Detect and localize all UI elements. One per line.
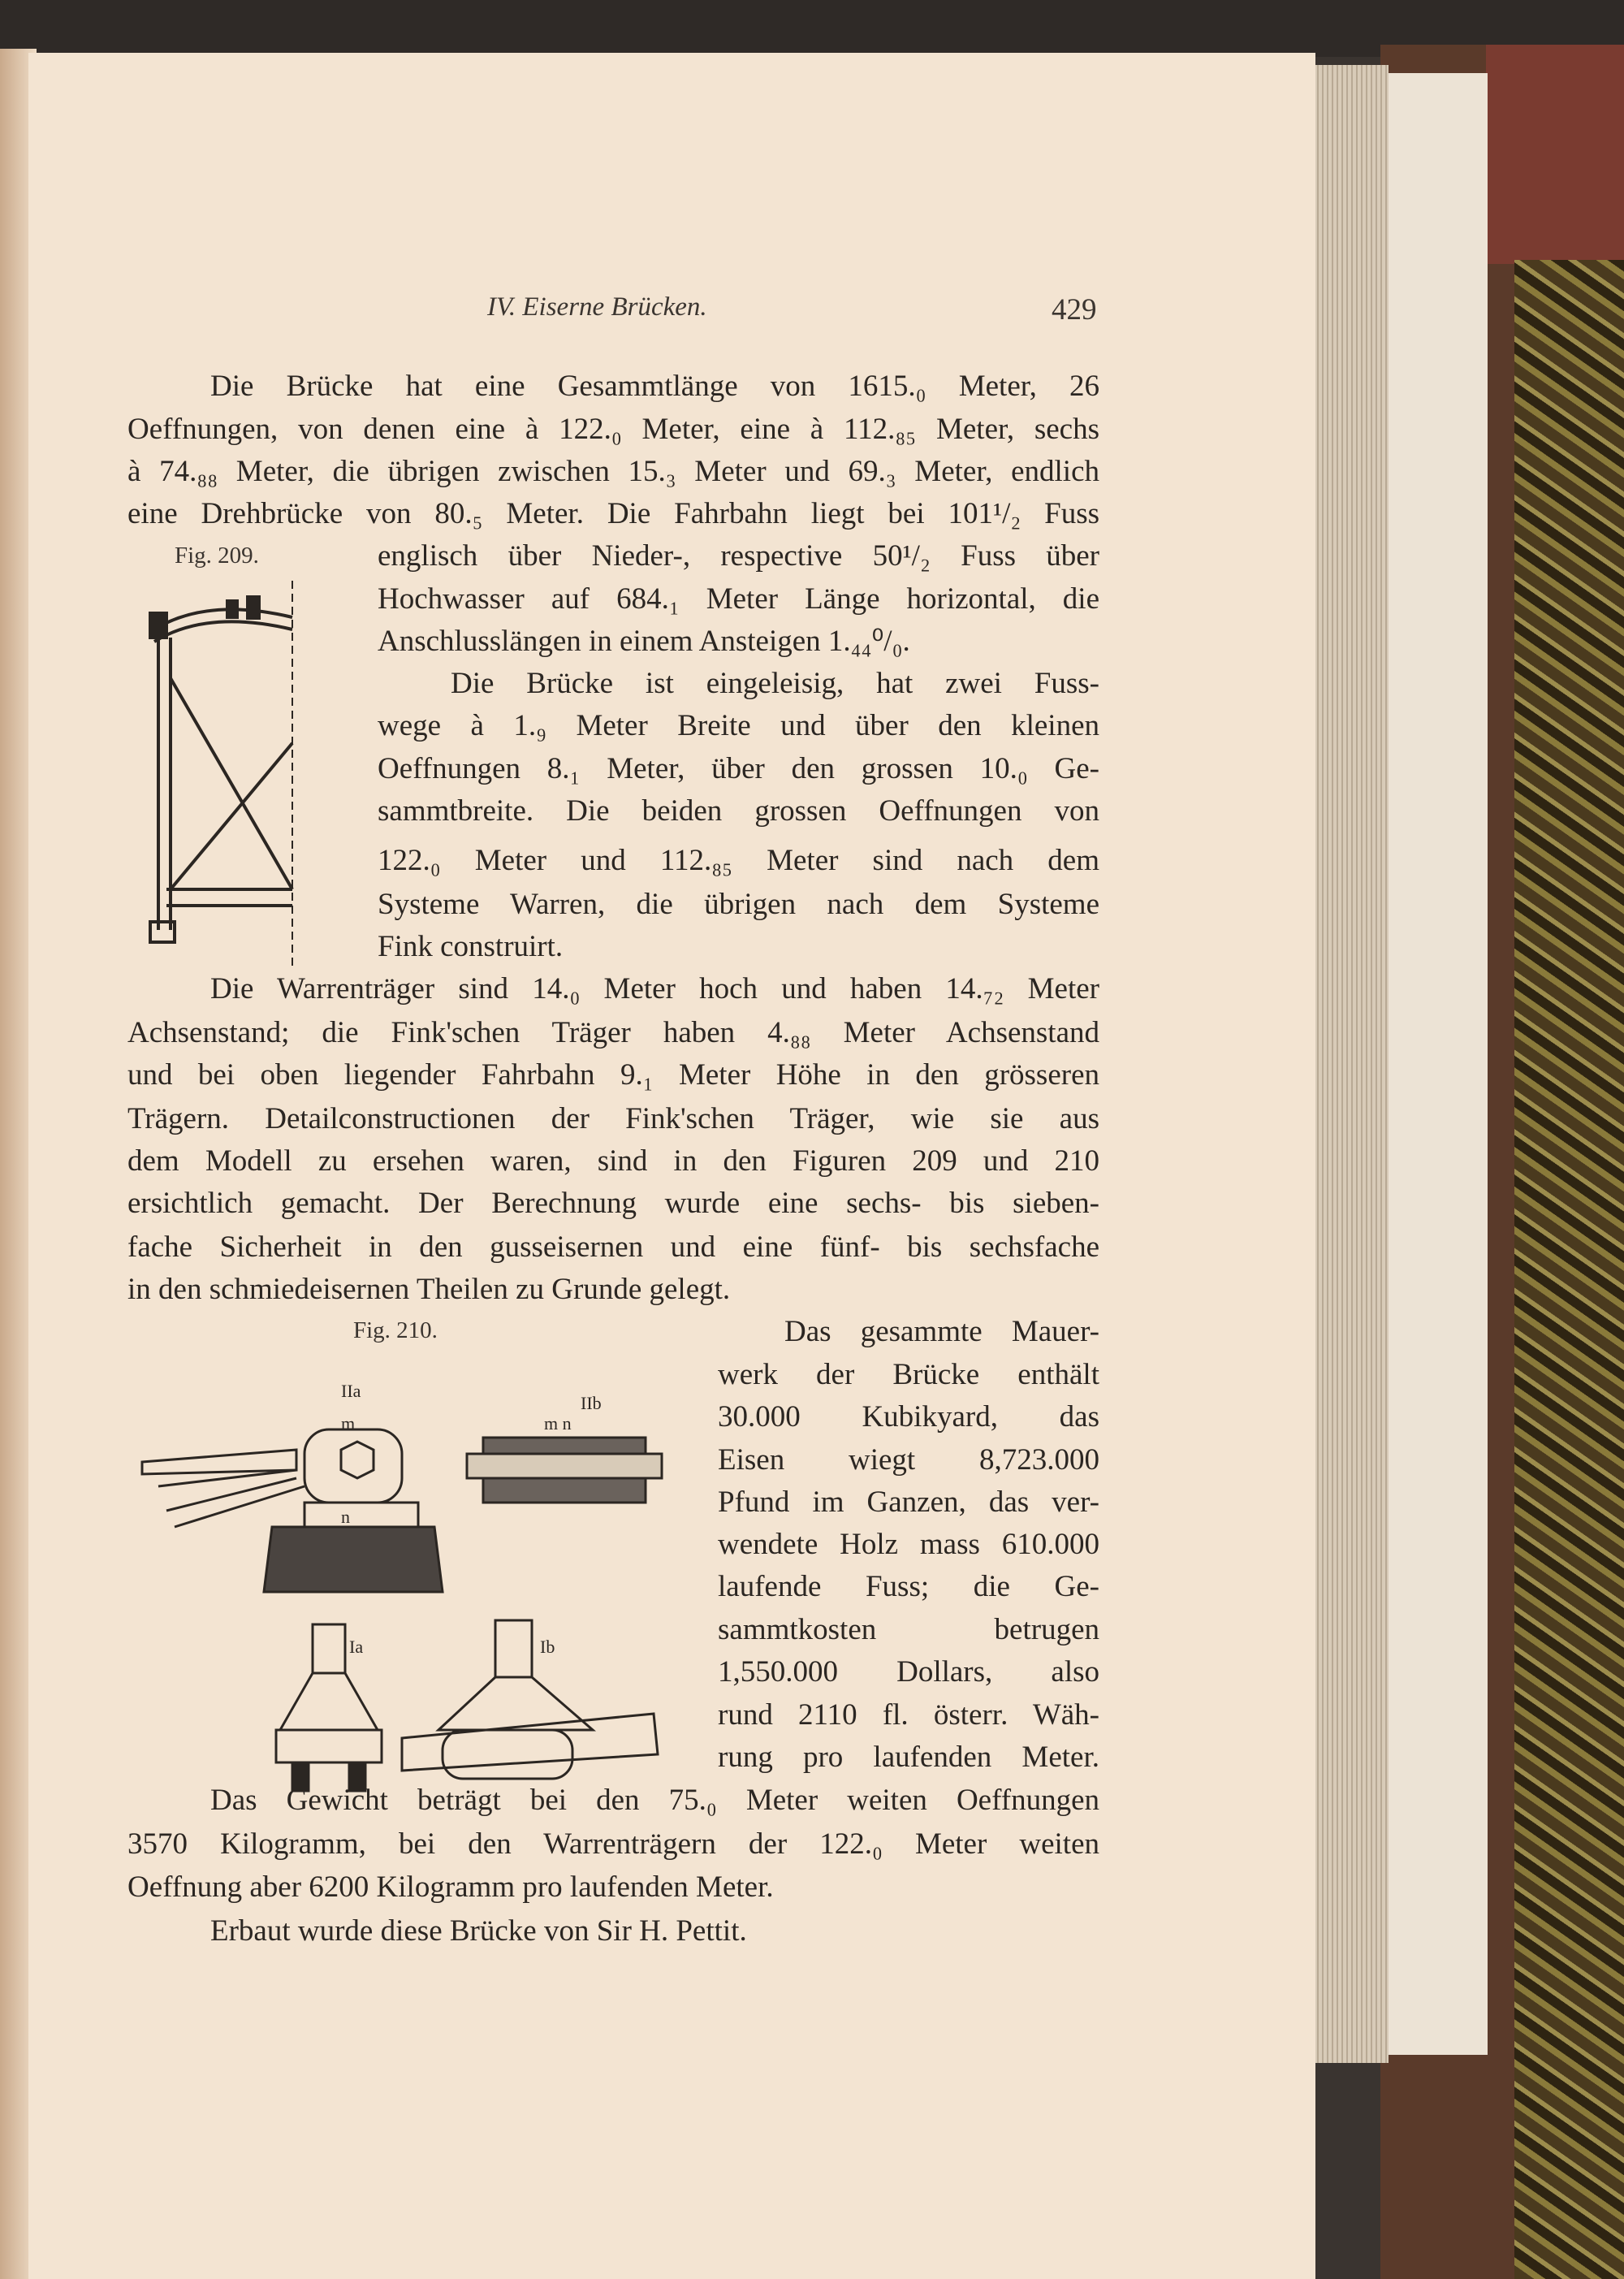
text-line: sammtbreite. Die beiden grossen Oeffnungen von [378,794,1099,828]
text-line: Systeme Warren, die übrigen nach dem Systeme [378,888,1099,921]
text-line: Die Brücke hat eine Gesammtlänge von 1615.₀ Meter, 26 [210,370,1099,403]
fig210-label-Ib: Ib [540,1637,555,1657]
text-line: Pfund im Ganzen, das ver- [718,1485,1099,1519]
text-line: rung pro laufenden Meter. [718,1741,1099,1774]
text-line: Fink construirt. [378,930,564,963]
text-line: à 74.₈₈ Meter, die übrigen zwischen 15.₃ Meter und 69.₃ Meter, endlich [127,455,1099,488]
text-line: ersichtlich gemacht. Der Berechnung wurde eine sechs- bis sieben- [127,1187,1099,1220]
text-line: 3570 Kilogramm, bei den Warrenträgern der 122.₀ Meter weiten [127,1827,1099,1861]
cover-marbled-board [1514,260,1624,2279]
figure-210-drawing [134,1373,670,1795]
text-line: Die Warrenträger sind 14.₀ Meter hoch und haben 14.₇₂ Meter [210,972,1099,1005]
fig210-label-m: m [341,1413,356,1434]
text-line: dem Modell zu ersehen waren, sind in den Figuren 209 und 210 [127,1144,1099,1178]
fig210-label-IIa: IIa [341,1381,361,1401]
text-line: laufende Fuss; die Ge- [718,1570,1099,1603]
text-line: englisch über Nieder-, respective 50¹/₂ Fuss über [378,539,1099,573]
text-line: Anschlusslängen in einem Ansteigen 1.₄₄⁰/₀. [378,625,910,658]
figure-210-label: Fig. 210. [353,1317,438,1343]
text-line: 1,550.000 Dollars, also [718,1655,1099,1689]
text-line: Eisen wiegt 8,723.000 [718,1443,1099,1477]
text-line: Trägern. Detailconstructionen der Fink'schen Träger, wie sie aus [127,1102,1099,1135]
text-line: wendete Holz mass 610.000 [718,1528,1099,1561]
text-line: rund 2110 fl. österr. Wäh- [718,1698,1099,1732]
fig210-label-mn: m n [544,1413,572,1434]
text-line: Erbaut wurde diese Brücke von Sir H. Pettit. [210,1914,747,1948]
text-line: Das gesammte Mauer- [784,1315,1099,1348]
figure-209-label: Fig. 209. [175,543,259,569]
fig210-label-IIb: IIb [581,1393,602,1413]
text-line: Oeffnung aber 6200 Kilogramm pro laufenden Meter. [127,1870,774,1904]
text-line: fache Sicherheit in den gusseisernen und eine fünf- bis sechsfache [127,1230,1099,1264]
running-title: IV. Eiserne Brücken. [487,292,707,322]
text-line: sammtkosten betrugen [718,1613,1099,1646]
text-line: eine Drehbrücke von 80.₅ Meter. Die Fahrbahn liegt bei 101¹/₂ Fuss [127,497,1099,530]
text-line: werk der Brücke enthält [718,1358,1099,1391]
text-line: Oeffnungen, von denen eine à 122.₀ Meter, eine à 112.₈₅ Meter, sechs [127,413,1099,446]
text-line: Das Gewicht beträgt bei den 75.₀ Meter weiten Oeffnungen [210,1784,1099,1817]
text-line: Hochwasser auf 684.₁ Meter Länge horizontal, die [378,582,1099,616]
text-line: Die Brücke ist eingeleisig, hat zwei Fuss- [451,667,1099,700]
text-line: und bei oben liegender Fahrbahn 9.₁ Meter Höhe in den grösseren [127,1058,1099,1092]
fig210-label-Ia: Ia [349,1637,364,1657]
text-line: Oeffnungen 8.₁ Meter, über den grossen 10.₀ Ge- [378,752,1099,785]
text-line: in den schmiedeisernen Theilen zu Grunde gelegt. [127,1273,731,1306]
figure-209-drawing [134,581,313,967]
text-line: 122.₀ Meter und 112.₈₅ Meter sind nach dem [378,844,1099,877]
fig210-label-n: n [341,1507,350,1527]
cover-leather-corner [1486,45,1624,264]
page-number: 429 [1052,293,1097,326]
text-line: wege à 1.₉ Meter Breite und über den kleinen [378,709,1099,742]
text-line: 30.000 Kubikyard, das [718,1400,1099,1434]
text-line: Achsenstand; die Fink'schen Träger haben 4.₈₈ Meter Achsenstand [127,1016,1099,1049]
